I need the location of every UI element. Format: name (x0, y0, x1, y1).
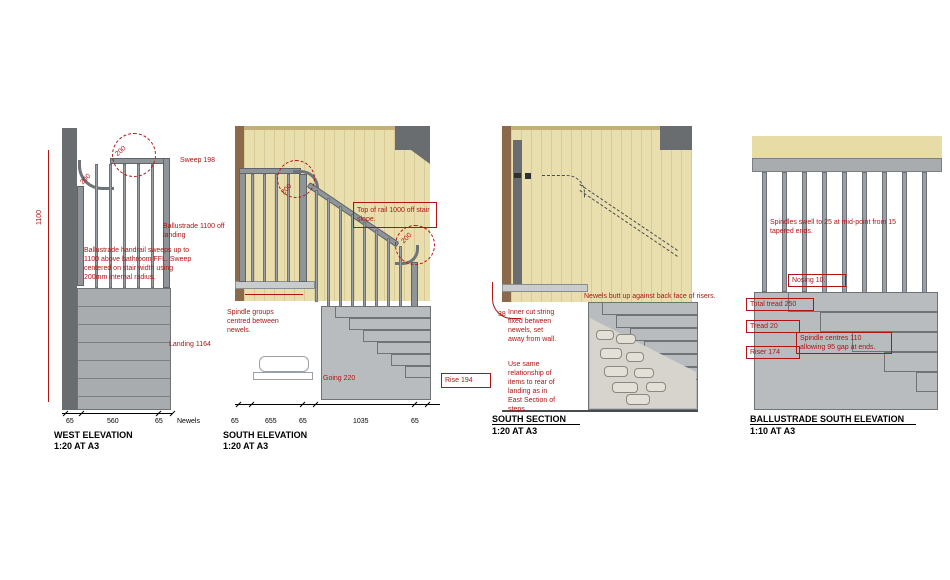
south-roof-wedge (395, 126, 430, 150)
west-tread-line (78, 342, 170, 343)
west-wall (62, 128, 77, 410)
west-dim-65-right: 65 (155, 418, 163, 425)
south-newel-left (239, 170, 246, 282)
west-tread-line (78, 396, 170, 397)
west-tread-line (78, 360, 170, 361)
south-step (335, 306, 431, 318)
west-tread-line (78, 324, 170, 325)
south-step (363, 330, 431, 342)
section-step (602, 302, 698, 315)
section-stone-piece (596, 330, 614, 340)
bal-riser-note: Riser 174 (746, 346, 800, 359)
south-balustrade-1100-note: Ballustrade 1100 off landing (163, 223, 225, 239)
west-dim-1100-line (48, 150, 49, 402)
section-newel (513, 140, 522, 284)
panel-south-section (480, 0, 740, 460)
section-step (616, 315, 698, 328)
south-radius-circle-bottom (395, 225, 435, 265)
south-rake-spindle (327, 198, 330, 313)
section-inner-cut-string-note: Inner cut string fixed between newels, set away from wall. (508, 309, 557, 343)
south-dim-655: 655 (265, 418, 277, 425)
south-step (349, 318, 431, 330)
south-spindle (263, 174, 266, 282)
section-stone-piece (600, 348, 622, 359)
south-section-title: SOUTH SECTION (492, 414, 567, 424)
section-step (630, 328, 698, 341)
south-spindle (275, 174, 278, 282)
section-dim-38: 38 (498, 311, 506, 318)
south-dim-65-a: 65 (231, 418, 239, 425)
west-newel-post (77, 186, 84, 286)
west-dim-200-a: 200 (114, 145, 128, 158)
bal-step (884, 352, 938, 372)
section-stone-piece (604, 366, 628, 377)
west-wall-cap (62, 128, 77, 140)
bal-south-elevation-title: BALLUSTRADE SOUTH ELEVATION (750, 414, 905, 424)
south-dim-65-c: 65 (411, 418, 419, 425)
section-stone-piece (626, 352, 644, 362)
west-elevation-title: WEST ELEVATION (54, 430, 133, 440)
bal-south-elevation-scale: 1:10 AT A3 (750, 426, 796, 436)
section-stone-piece (626, 394, 650, 405)
bal-rail-band (752, 158, 942, 172)
south-furniture-outline (259, 356, 309, 372)
south-landing-1164-note: Landing 1164 (169, 341, 211, 348)
west-dim-200-b: 200 (79, 172, 93, 187)
south-furniture-outline-2 (253, 372, 313, 380)
west-tread-line (78, 306, 170, 307)
west-balustrade-sweep-note: Ballustrade handrail sweeps up to 1100 above bathroom FFL. Sweep centered on stair width using 200mm internal radius. (84, 247, 192, 281)
panel-south-elevation (163, 0, 480, 460)
bal-spindle-centres-note: Spindle centres 110 allowing 95 gap at ends. (796, 332, 892, 354)
section-stone-piece (634, 368, 654, 378)
west-newels-label: Newels (177, 418, 200, 425)
bal-step (820, 312, 938, 332)
section-wood-cladding (502, 126, 692, 302)
south-step (405, 366, 431, 378)
bal-wood-band (752, 136, 942, 158)
south-sweep-198-note: Sweep 198 (180, 157, 216, 164)
south-dim-200-a: 200 (280, 182, 294, 197)
south-spindle-group-dim (245, 294, 303, 295)
section-stone-piece (646, 382, 666, 392)
bal-spindles-swell-note: Spindles swell to 25 at mid-point from 15 tapered ends. (770, 219, 897, 235)
south-spindle (251, 174, 254, 282)
south-rise-194-note: Rise 194 (441, 373, 491, 388)
section-stone-piece (612, 382, 638, 393)
south-dim-200-b: 200 (400, 231, 414, 246)
section-newel-detail (514, 173, 521, 178)
bal-spindle (842, 172, 847, 312)
bal-tread-note: Tread 20 (746, 320, 800, 333)
south-section-scale: 1:20 AT A3 (492, 426, 538, 436)
west-tread-line (78, 378, 170, 379)
south-landing-floor (235, 281, 315, 289)
section-newel-detail-2 (525, 173, 531, 179)
bal-total-tread-note: Total tread 250 (746, 298, 814, 311)
south-top-of-rail-note: Top of rail 1000 off stair slope. (353, 202, 437, 228)
south-dim-65-b: 65 (299, 418, 307, 425)
south-step (377, 342, 431, 354)
south-spindle-groups-note: Spindle groups centred between newels. (227, 309, 279, 334)
bal-nosing-note: Nosing 10. (788, 274, 846, 287)
south-bottom-dim-line (235, 404, 440, 405)
west-dim-1100-text: 1100 (36, 209, 43, 225)
bal-step (916, 372, 938, 392)
south-elevation-scale: 1:20 AT A3 (223, 441, 269, 451)
section-dashed-sweep (542, 175, 585, 198)
section-left-post (502, 126, 511, 302)
south-step (391, 354, 431, 366)
panel-ballustrade-south-elevation (740, 0, 950, 460)
south-bottom-newel (411, 262, 418, 307)
south-rake-spindle (315, 190, 318, 302)
section-same-relationship-note: Use same relationship of items to rear of landing as in East Section of steps. (508, 361, 556, 413)
south-going-220-note: Going 220 (323, 375, 356, 382)
section-stone-piece (616, 334, 636, 344)
section-newels-butt-note: Newels butt up against back face of risers. (584, 293, 716, 300)
west-dim-65-left: 65 (66, 418, 74, 425)
south-elevation-title: SOUTH ELEVATION (223, 430, 308, 440)
west-dim-560: 560 (107, 418, 119, 425)
south-dim-1035: 1035 (353, 418, 369, 425)
west-elevation-scale: 1:20 AT A3 (54, 441, 100, 451)
section-roof-wedge (660, 126, 692, 150)
bal-spindle (762, 172, 767, 292)
